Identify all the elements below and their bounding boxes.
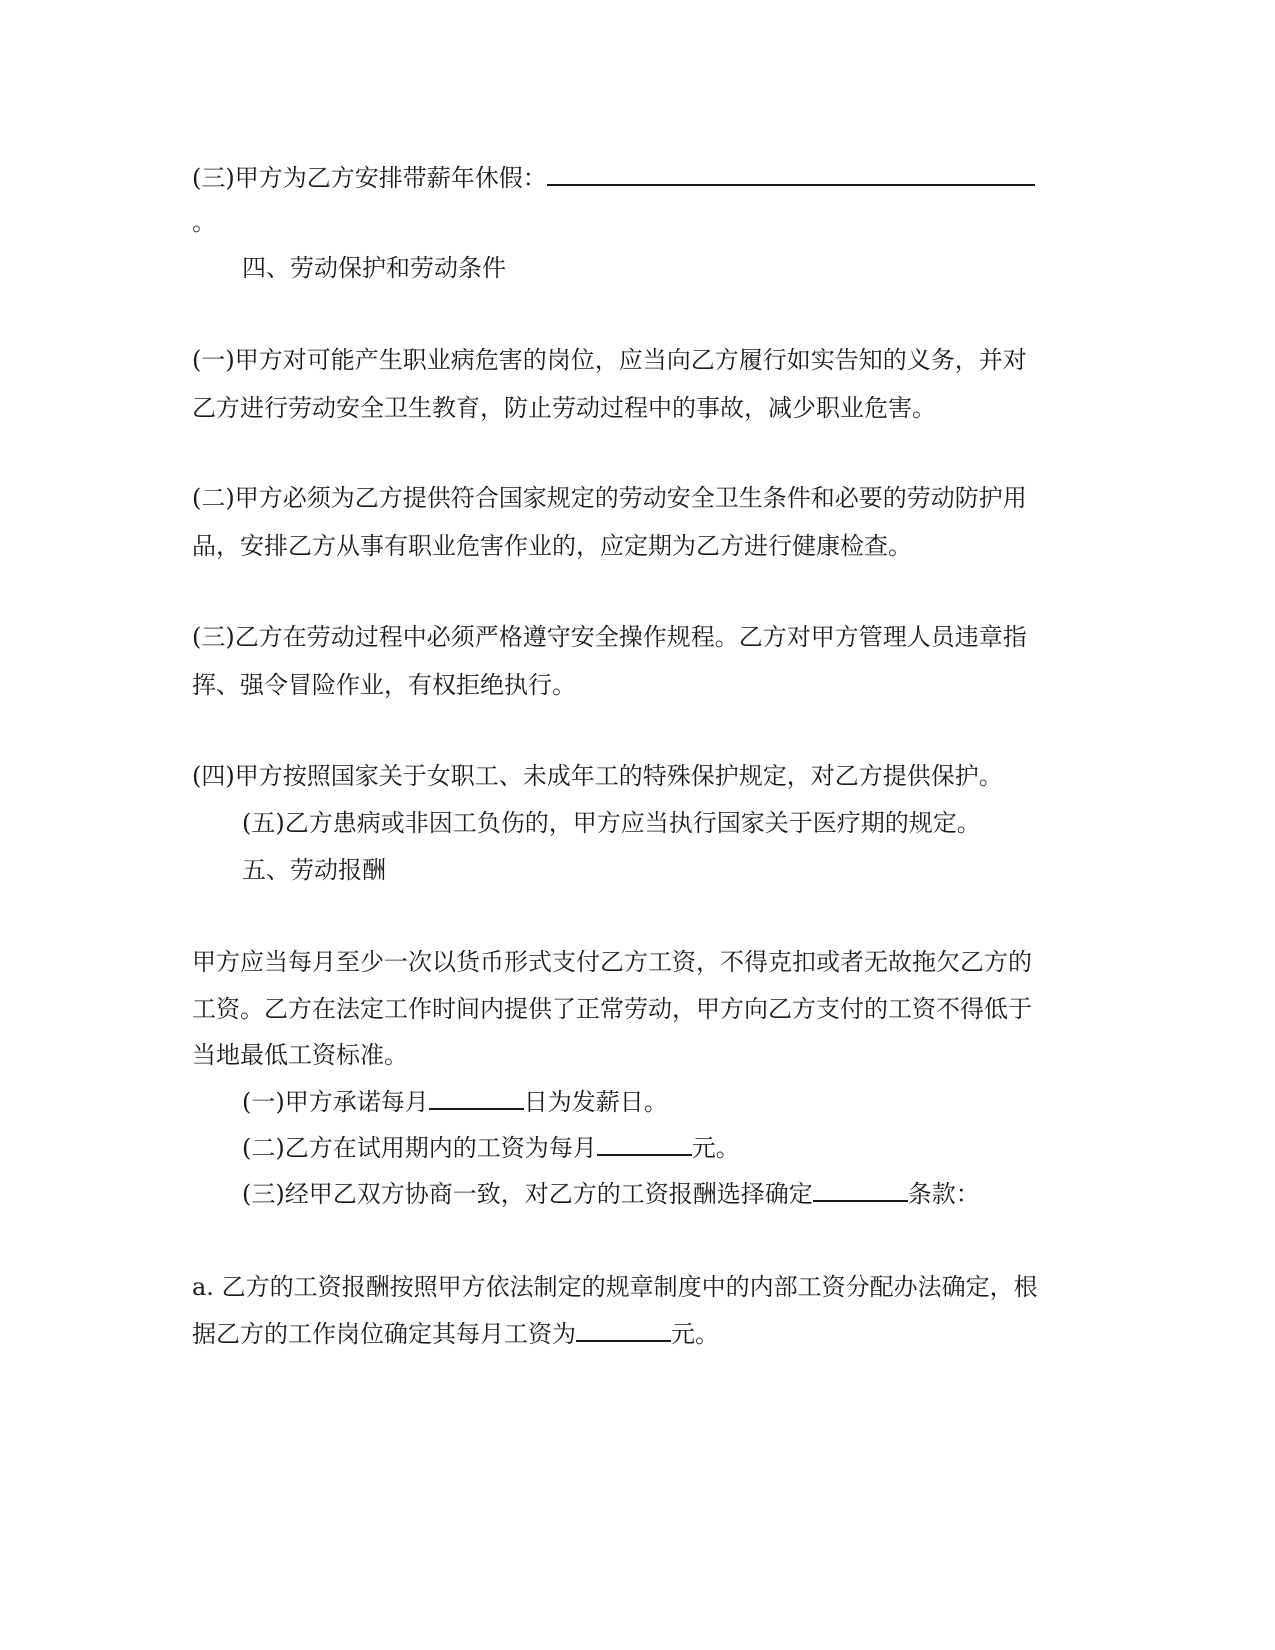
payday-suffix: 日为发薪日。 — [523, 1088, 668, 1116]
clause-a-line1: a. 乙方的工资报酬按照甲方依法制定的规章制度中的内部工资分配办法确定，根 — [192, 1273, 1038, 1301]
wage-clause-line — [242, 1179, 1122, 1209]
protection-item-4: (四)甲方按照国家关于女职工、未成年工的特殊保护规定，对乙方提供保护。 — [192, 762, 1003, 790]
protection-item-1-line1: (一)甲方对可能产生职业病危害的岗位，应当向乙方履行如实告知的义务，并对 — [192, 346, 1027, 374]
payday-line — [242, 1087, 1122, 1117]
protection-item-5: (五)乙方患病或非因工负伤的，甲方应当执行国家关于医疗期的规定。 — [242, 809, 981, 837]
protection-item-3-line1: (三)乙方在劳动过程中必须严格遵守安全操作规程。乙方对甲方管理人员违章指 — [192, 623, 1027, 651]
heading-labor-protection: 四、劳动保护和劳动条件 — [242, 254, 506, 282]
clause-a-prefix: 据乙方的工作岗位确定其每月工资为 — [192, 1320, 576, 1348]
probation-wage-prefix: (二)乙方在试用期内的工资为每月 — [242, 1134, 597, 1162]
wage-clause-blank — [813, 1180, 908, 1202]
wage-clause-suffix: 条款： — [907, 1180, 980, 1208]
clause-a-line2 — [192, 1319, 1072, 1349]
protection-item-1-line2: 乙方进行劳动安全卫生教育，防止劳动过程中的事故，减少职业危害。 — [192, 394, 936, 422]
probation-wage-blank — [597, 1134, 692, 1156]
remuneration-intro-line3: 当地最低工资标准。 — [192, 1041, 408, 1069]
annual-leave-blank — [547, 164, 1035, 186]
protection-item-2-line1: (二)甲方必须为乙方提供符合国家规定的劳动安全卫生条件和必要的劳动防护用 — [192, 484, 1027, 512]
payday-prefix: (一)甲方承诺每月 — [242, 1088, 429, 1116]
annual-leave-tail: 。 — [192, 208, 216, 236]
protection-item-3-line2: 挥、强令冒险作业，有权拒绝执行。 — [192, 671, 576, 699]
probation-wage-line — [242, 1133, 1122, 1163]
remuneration-intro-line2: 工资。乙方在法定工作时间内提供了正常劳动，甲方向乙方支付的工资不得低于 — [192, 995, 1032, 1023]
annual-leave-line — [192, 163, 1072, 193]
heading-remuneration: 五、劳动报酬 — [242, 856, 386, 884]
wage-clause-prefix: (三)经甲乙双方协商一致，对乙方的工资报酬选择确定 — [242, 1180, 813, 1208]
clause-a-suffix: 元。 — [671, 1320, 719, 1348]
protection-item-2-line2: 品，安排乙方从事有职业危害作业的，应定期为乙方进行健康检查。 — [192, 532, 912, 560]
clause-a-blank — [576, 1320, 671, 1342]
payday-blank — [429, 1088, 524, 1110]
remuneration-intro-line1: 甲方应当每月至少一次以货币形式支付乙方工资，不得克扣或者无故拖欠乙方的 — [192, 948, 1032, 976]
annual-leave-prefix: (三)甲方为乙方安排带薪年休假： — [192, 164, 547, 192]
probation-wage-suffix: 元。 — [691, 1134, 740, 1162]
